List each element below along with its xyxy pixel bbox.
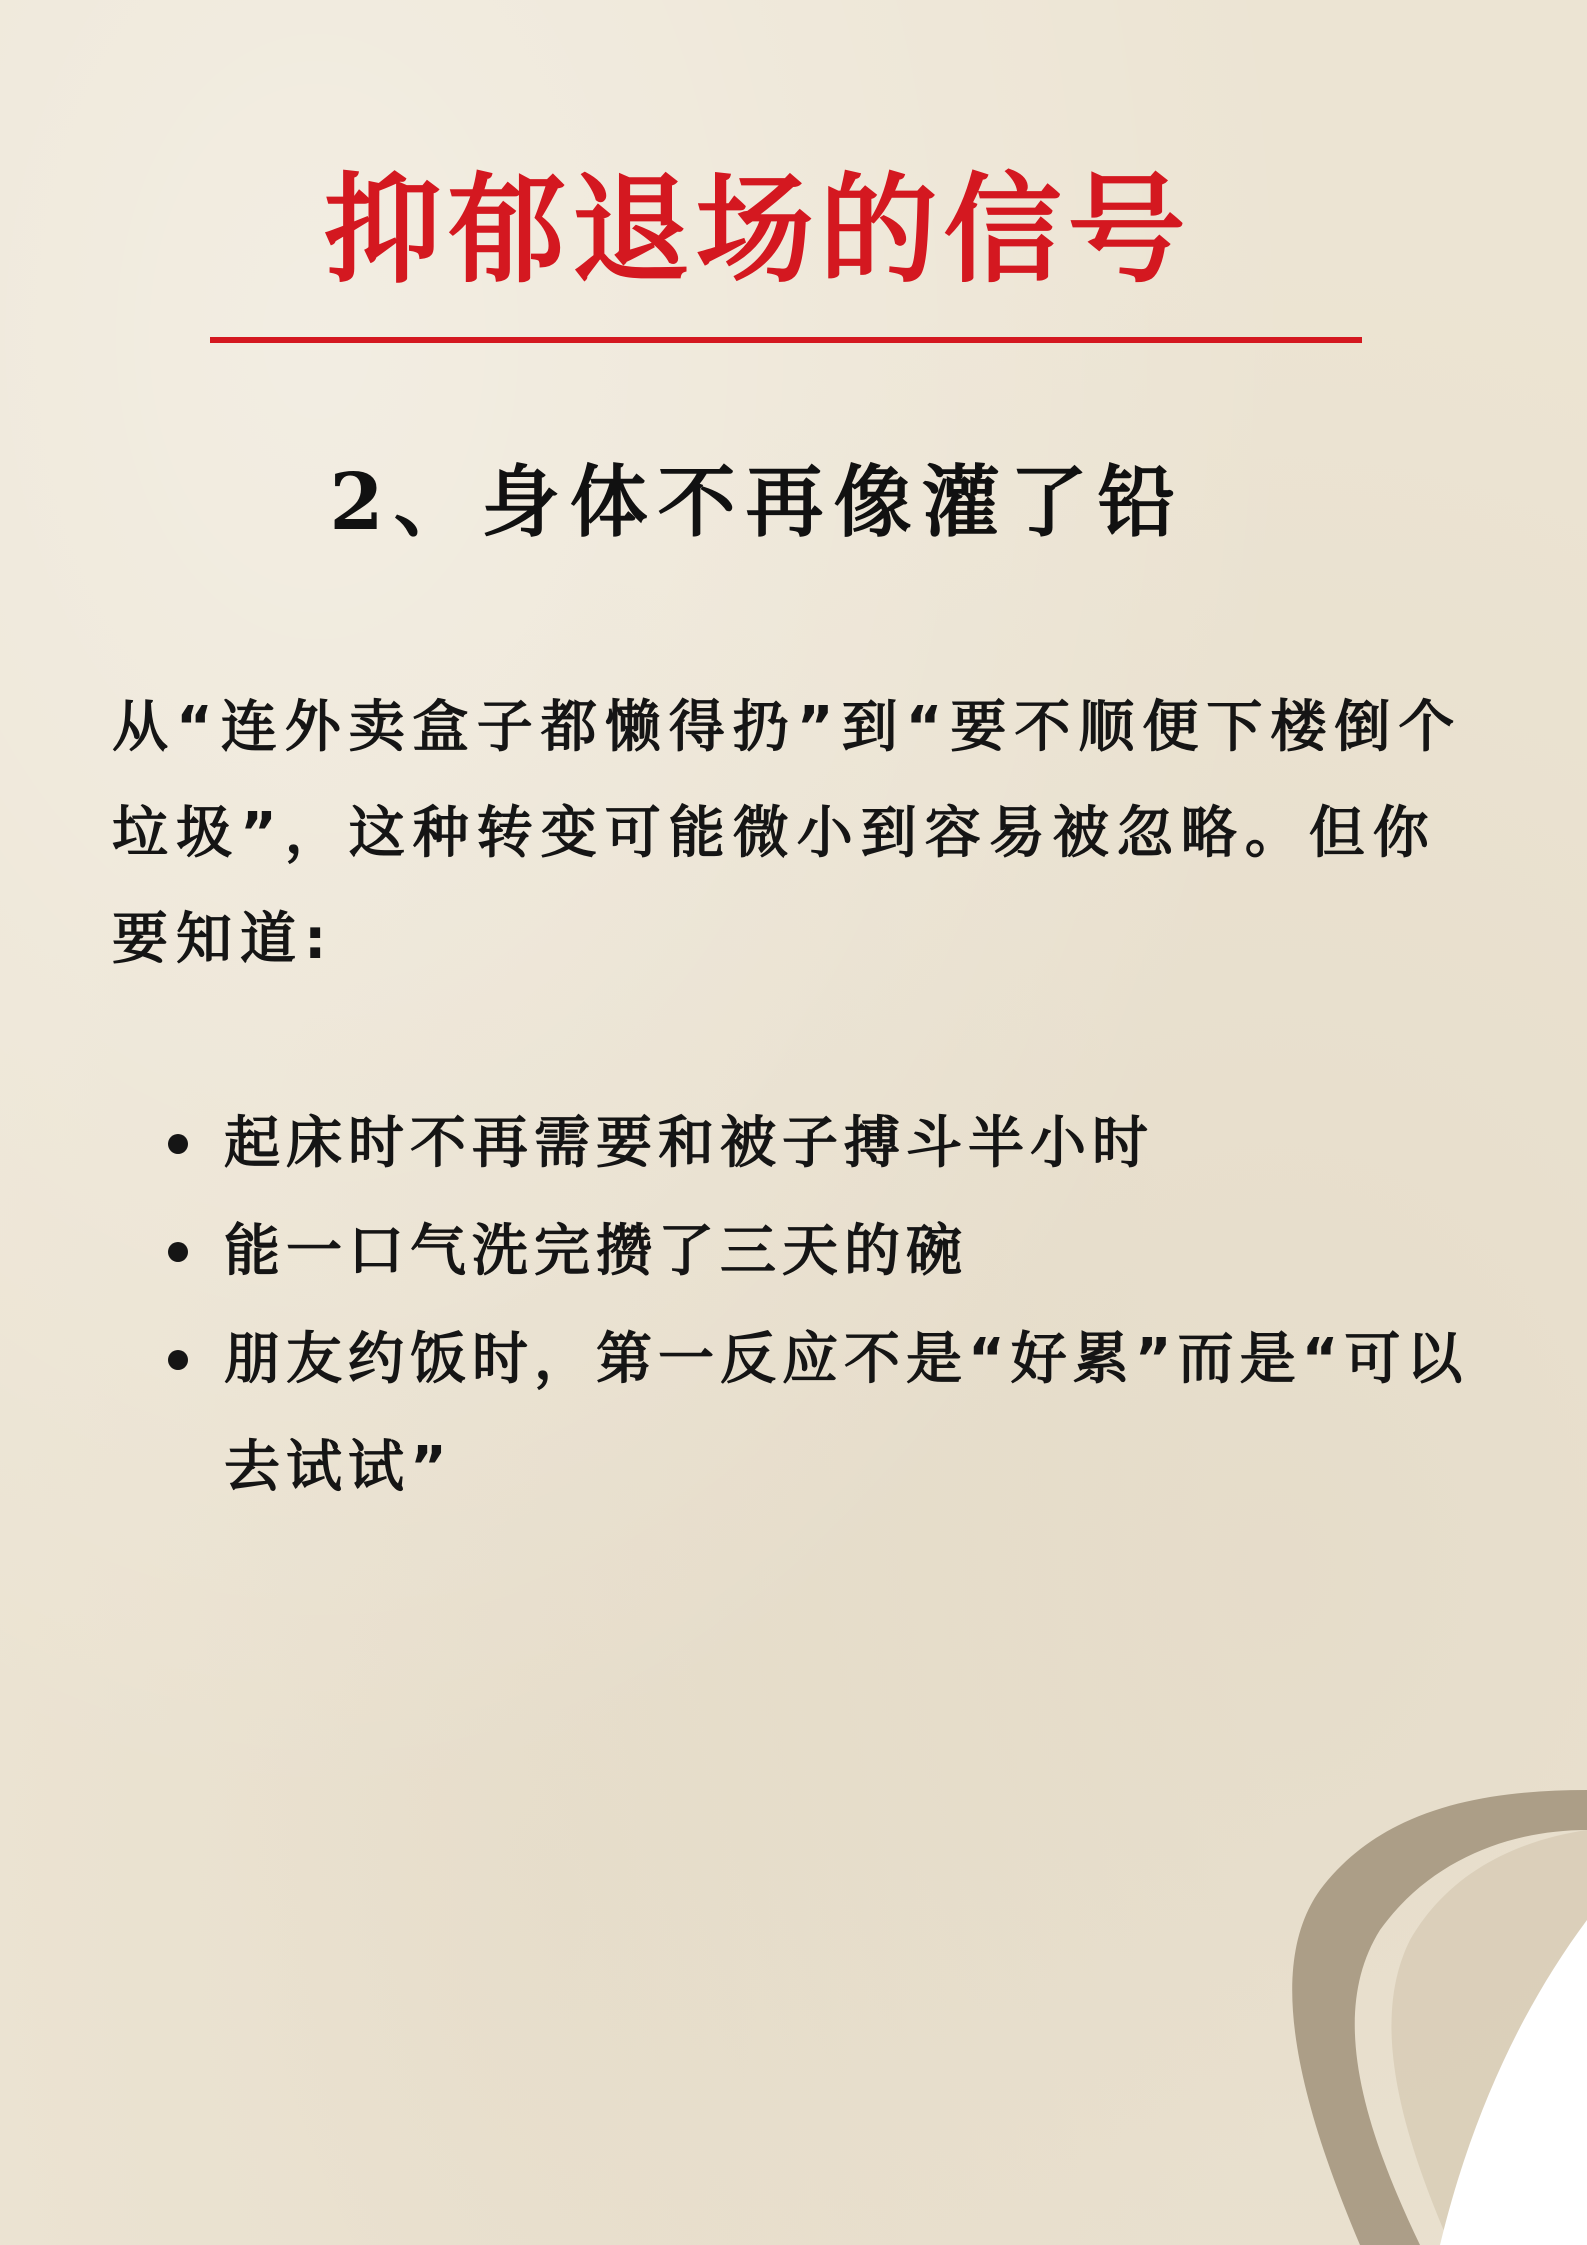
bullet-dot-icon [168,1134,188,1154]
section-heading: 2、身体不再像灌了铅 [329,457,1186,548]
list-item [160,1198,1480,1306]
page-title: 抑郁退场的信号 [323,160,1192,299]
bullet-dot-icon [168,1350,188,1370]
list-item [160,1306,1480,1522]
list-item [160,1090,1480,1198]
title-underline [210,337,1362,343]
intro-paragraph: 从“连外卖盒子都懒得扔”到“要不顺便下楼倒个垃圾”，这种转变可能微小到容易被忽略。但你要知道: [112,695,1463,972]
list-item-text: 能一口气洗完攒了三天的碗 [224,1219,968,1284]
list-item-text: 朋友约饭时，第一反应不是“好累”而是“可以去试试” [224,1327,1469,1500]
list-item-text: 起床时不再需要和被子搏斗半小时 [224,1111,1154,1176]
bullet-dot-icon [168,1242,188,1262]
signal-list [160,1090,1480,1522]
